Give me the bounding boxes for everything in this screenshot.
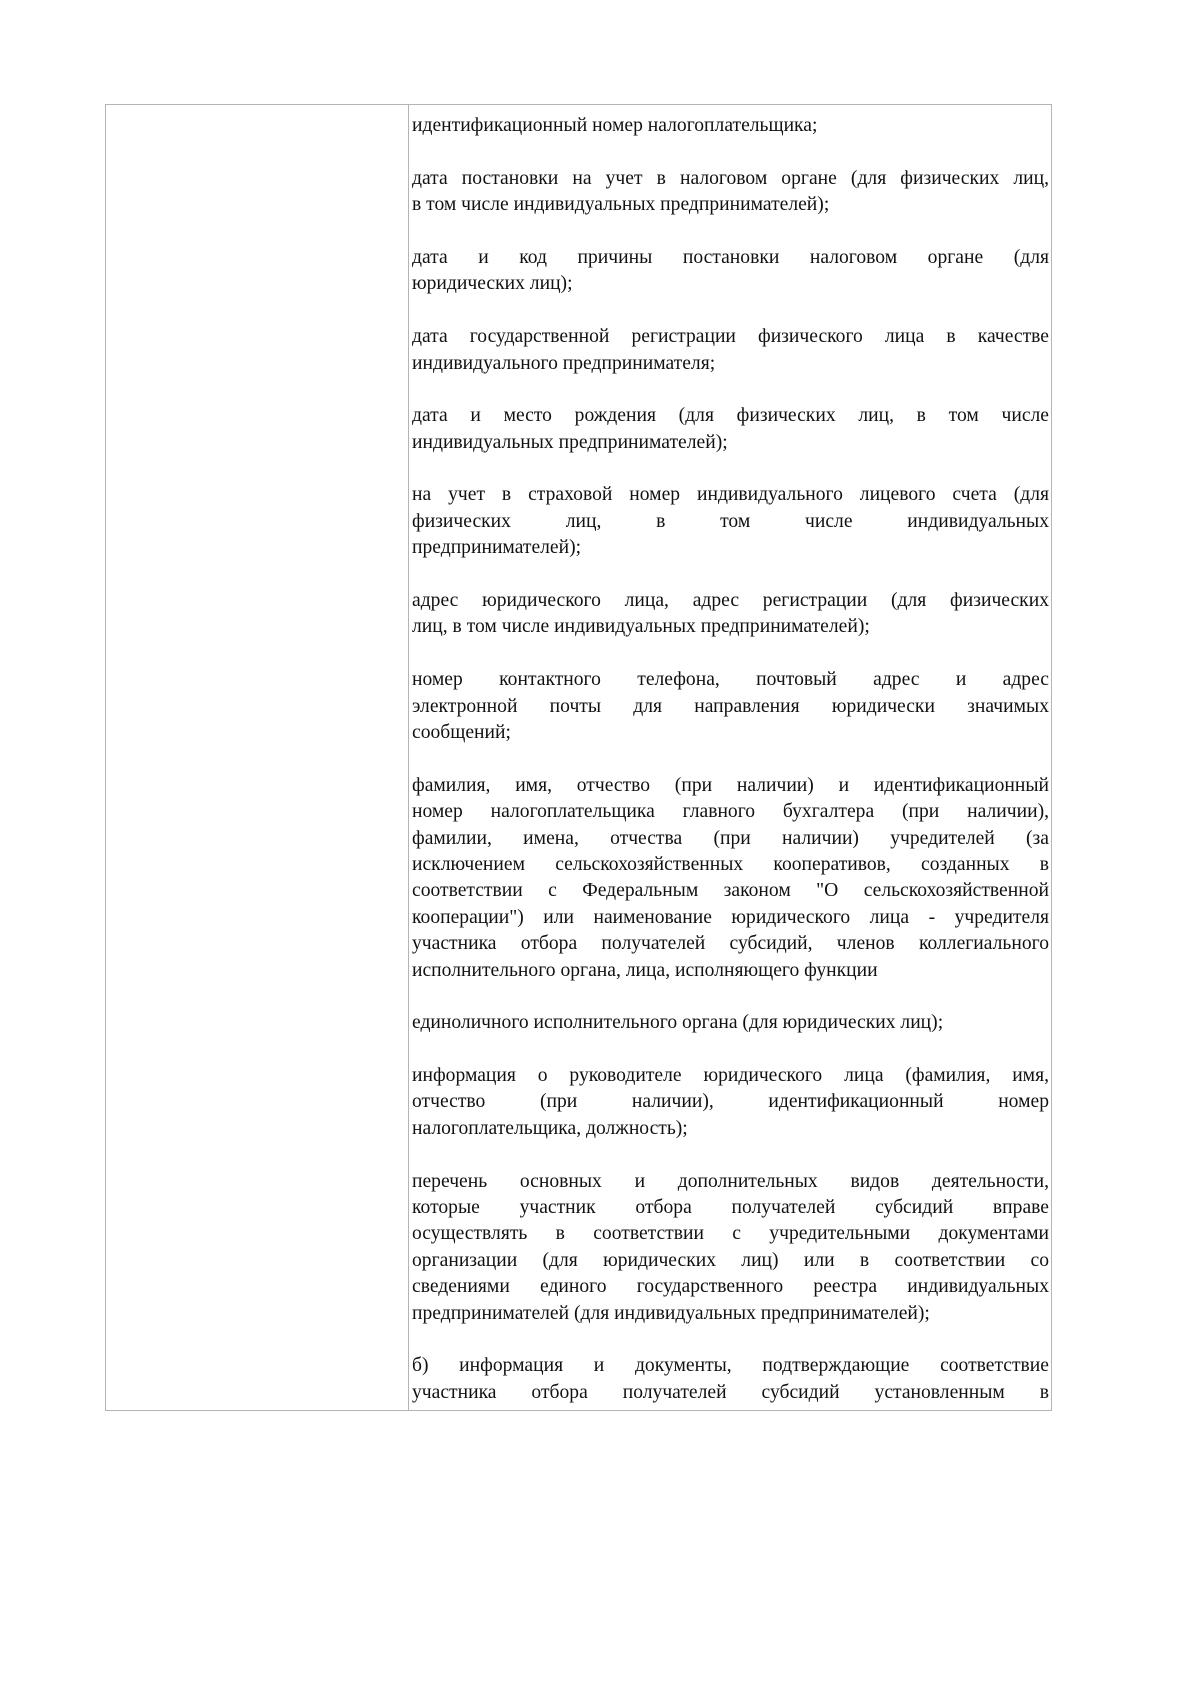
paragraph: [412, 1063, 1049, 1142]
text-line: б) информация и документы, подтверждающие соответствие: [412, 1355, 1049, 1377]
paragraph: [412, 403, 1049, 456]
text-line: исполнительного органа, лица, исполняющего функции: [412, 959, 878, 981]
text-line: предпринимателей (для индивидуальных предпринимателей);: [412, 1302, 930, 1324]
text-line: адрес юридического лица, адрес регистрации (для физических: [412, 590, 1049, 612]
table-left-cell: [106, 105, 409, 1410]
paragraph: [412, 166, 1049, 219]
paragraph: [412, 588, 1049, 641]
text-line: номер налогоплательщика главного бухгалтера (при наличии),: [412, 801, 1049, 823]
text-line: индивидуальных предпринимателей);: [412, 431, 728, 453]
text-line: соответствии с Федеральным законом "О сельскохозяйственной: [412, 880, 1049, 902]
text-line: фамилия, имя, отчество (при наличии) и идентификационный: [412, 774, 1049, 796]
paragraph: [412, 245, 1049, 298]
text-line: физических лиц, в том числе индивидуальных: [412, 510, 1049, 532]
paragraph: [412, 1169, 1049, 1327]
text-line: перечень основных и дополнительных видов деятельности,: [412, 1170, 1049, 1192]
text-line: фамилии, имена, отчества (при наличии) учредителей (за: [412, 827, 1049, 849]
text-line: кооперации") или наименование юридического лица - учредителя: [412, 906, 1049, 928]
text-line: организации (для юридических лиц) или в соответствии со: [412, 1249, 1049, 1271]
text-line: электронной почты для направления юридически значимых: [412, 695, 1049, 717]
text-line: которые участник отбора получателей субсидий вправе: [412, 1197, 1049, 1219]
paragraph: [412, 1353, 1049, 1406]
paragraph: [412, 482, 1049, 561]
text-line: исключением сельскохозяйственных кооперативов, созданных в: [412, 853, 1049, 875]
text-line: участника отбора получателей субсидий установленным в: [412, 1381, 1049, 1403]
document-table: [105, 104, 1052, 1411]
text-line: на учет в страховой номер индивидуального лицевого счета (для: [412, 484, 1049, 506]
table-right-cell: [412, 113, 1049, 1411]
paragraph: [412, 773, 1049, 984]
text-line: единоличного исполнительного органа (для юридических лиц);: [412, 1012, 944, 1034]
text-line: информация о руководителе юридического лица (фамилия, имя,: [412, 1065, 1049, 1087]
text-line: сообщений;: [412, 721, 511, 743]
text-line: налогоплательщика, должность);: [412, 1117, 688, 1139]
text-line: идентификационный номер налогоплательщика;: [412, 115, 818, 136]
text-line: дата государственной регистрации физического лица в качестве: [412, 326, 1049, 348]
text-line: сведениями единого государственного реестра индивидуальных: [412, 1276, 1049, 1298]
text-line: осуществлять в соответствии с учредительными документами: [412, 1223, 1049, 1245]
text-line: юридических лиц);: [412, 273, 573, 295]
text-line: дата и место рождения (для физических лиц, в том числе: [412, 405, 1049, 427]
paragraph: [412, 113, 1049, 139]
text-line: дата и код причины постановки налоговом органе (для: [412, 246, 1049, 268]
text-line: в том числе индивидуальных предпринимателей);: [412, 194, 830, 216]
paragraph: [412, 324, 1049, 377]
text-line: лиц, в том числе индивидуальных предпринимателей);: [412, 616, 870, 638]
paragraph: [412, 667, 1049, 746]
text-line: номер контактного телефона, почтовый адрес и адрес: [412, 669, 1049, 691]
text-line: участника отбора получателей субсидий, членов коллегиального: [412, 933, 1049, 955]
text-line: предпринимателей);: [412, 537, 582, 559]
text-line: отчество (при наличии), идентификационный номер: [412, 1091, 1049, 1113]
text-line: индивидуального предпринимателя;: [412, 352, 716, 374]
text-line: дата постановки на учет в налоговом органе (для физических лиц,: [412, 167, 1049, 189]
paragraph: [412, 1010, 1049, 1036]
